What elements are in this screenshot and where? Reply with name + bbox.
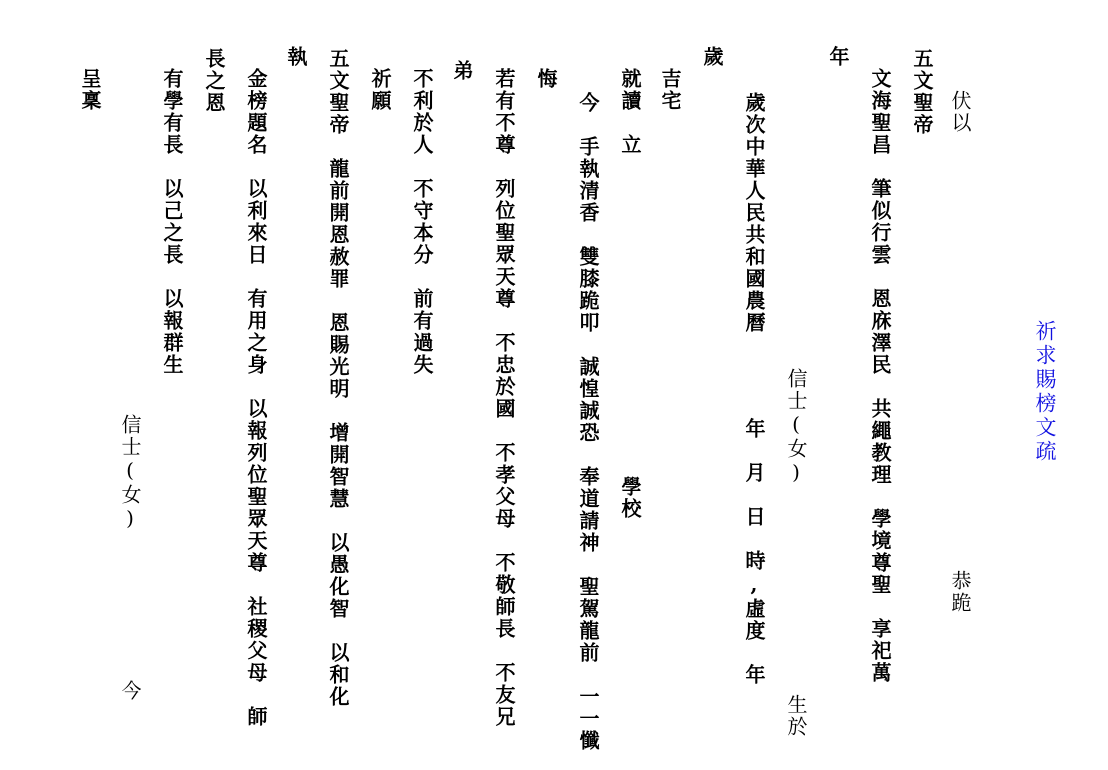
- text-column-5-segment-1: 信士(女): [784, 368, 808, 486]
- text-column-7-segment-1: 歲: [700, 46, 724, 68]
- text-column-21-segment-2: 今: [118, 680, 142, 702]
- text-column-1-segment-1: 伏以: [948, 90, 972, 134]
- text-column-4-segment-1: 年: [826, 46, 850, 68]
- text-column-8-segment-1: 吉宅: [658, 68, 682, 112]
- text-column-9-segment-2: 學校: [618, 476, 642, 520]
- text-column-19-segment-1: 長之恩: [202, 48, 226, 114]
- text-column-5-segment-2: 生於: [784, 694, 808, 738]
- text-column-6-segment-1: 歲次中華人民共和國農曆: [742, 92, 766, 334]
- text-column-21-segment-1: 信士(女): [118, 414, 142, 532]
- text-column-10-segment-1: 今 手執清香 雙膝跪叩 誠惶誠恐 奉道請神 聖駕龍前 一一懺: [576, 92, 600, 752]
- text-column-6-segment-2: 年 月 日 時,虛度 年: [742, 418, 766, 686]
- text-column-9-segment-1: 就讀 立: [618, 68, 642, 156]
- document-title: 祈求賜榜文疏: [1033, 320, 1057, 464]
- text-column-20-segment-1: 有學有長 以己之長 以報群生: [160, 68, 184, 376]
- text-column-3-segment-1: 文海聖昌 筆似行雲 恩庥澤民 共繩教理 學境尊聖 享祀萬: [868, 68, 892, 684]
- text-column-1-segment-2: 恭跪: [948, 570, 972, 614]
- text-column-22-segment-1: 呈稟: [78, 68, 102, 112]
- text-column-14-segment-1: 不利於人 不守本分 前有過失: [410, 68, 434, 376]
- text-column-13-segment-1: 弟: [450, 60, 474, 82]
- text-column-11-segment-1: 悔: [534, 68, 558, 90]
- text-column-18-segment-1: 金榜題名 以利來日 有用之身 以報列位聖眾天尊 社稷父母 師: [244, 68, 268, 728]
- text-column-2-segment-1: 五文聖帝: [910, 48, 934, 136]
- text-column-17-segment-1: 執: [284, 46, 308, 68]
- text-column-12-segment-1: 若有不尊 列位聖眾天尊 不忠於國 不孝父母 不敬師長 不友兄: [492, 68, 516, 728]
- text-column-15-segment-1: 祈願: [368, 68, 392, 112]
- text-column-16-segment-1: 五文聖帝 龍前開恩赦罪 恩賜光明 增開智慧 以愚化智 以和化: [326, 48, 350, 708]
